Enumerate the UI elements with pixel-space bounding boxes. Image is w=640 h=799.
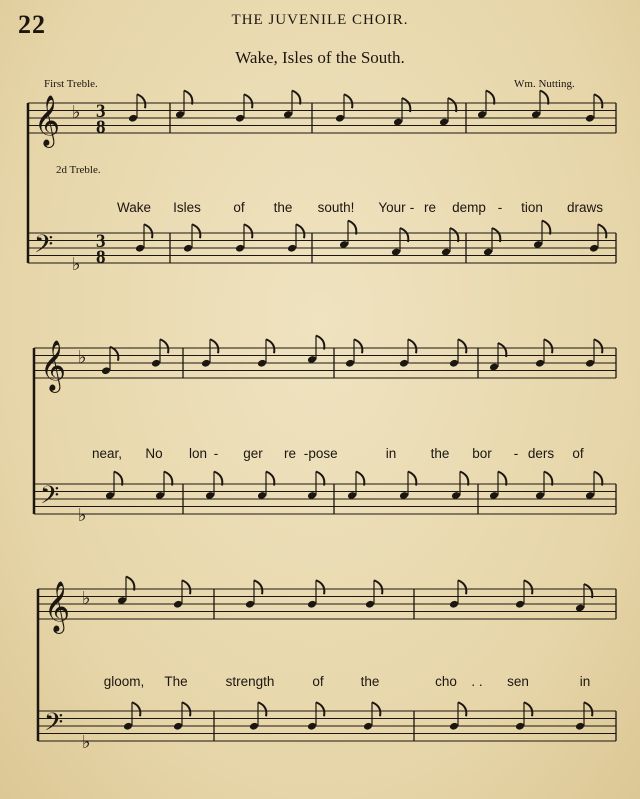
note-flag (408, 339, 416, 353)
key-signature-flat: ♭ (78, 505, 87, 526)
bass-clef-icon: 𝄢 (34, 230, 54, 265)
note-flag (182, 702, 190, 716)
note-flag (316, 472, 324, 486)
note-flag (458, 580, 466, 594)
lyric-syllable: bor (472, 446, 492, 461)
lyric-syllable: Your (378, 200, 406, 215)
treble-clef-icon: 𝄞 (44, 581, 71, 632)
lyric-syllable: of (572, 446, 584, 461)
note-flag (544, 472, 552, 486)
note-flag (498, 343, 506, 357)
key-signature-flat: ♭ (72, 254, 81, 275)
lyric-syllable: of (312, 674, 324, 689)
note-flag (486, 91, 494, 105)
note-flag (372, 702, 380, 716)
note-flag (492, 228, 500, 242)
lyric-syllable: ders (527, 446, 555, 461)
note-flag (316, 702, 324, 716)
lyric-syllable: near, (91, 446, 123, 461)
lyric-syllable: draws (566, 200, 604, 215)
note-flag (354, 339, 362, 353)
lyric-syllable: Isles (173, 200, 201, 215)
note-flag (594, 339, 602, 353)
lyric-syllable: . . (471, 674, 483, 689)
lyric-syllable: - (497, 200, 503, 215)
bass-clef-icon: 𝄢 (40, 481, 60, 516)
time-signature-bottom: 8 (96, 117, 106, 138)
time-signature-bottom: 8 (96, 247, 106, 268)
note-flag (184, 91, 192, 105)
note-flag (144, 224, 152, 238)
lyric-syllable: ger (243, 446, 263, 461)
note-flag (244, 224, 252, 238)
note-flag (498, 472, 506, 486)
lyric-syllable: south! (317, 200, 355, 215)
note-flag (356, 472, 364, 486)
lyric-syllable: No (145, 446, 163, 461)
lyric-syllable: in (579, 674, 591, 689)
note-flag (266, 472, 274, 486)
note-flag (244, 94, 252, 108)
note-flag (110, 347, 118, 361)
lyric-syllable: strength (225, 674, 275, 689)
note-flag (254, 580, 262, 594)
lyric-syllable: of (233, 200, 245, 215)
note-flag (524, 580, 532, 594)
lyric-syllable: in (385, 446, 397, 461)
note-flag (132, 702, 140, 716)
bass-clef-icon: 𝄢 (44, 708, 64, 743)
note-flag (344, 94, 352, 108)
lyric-syllable: re (423, 200, 437, 215)
lyric-syllable: sen (507, 674, 529, 689)
lyric-syllable: Wake (116, 200, 152, 215)
lyric-syllable: - (213, 446, 219, 461)
note-flag (524, 702, 532, 716)
note-flag (402, 98, 410, 112)
note-flag (542, 221, 550, 235)
time-signature-top: 3 (96, 231, 106, 252)
note-flag (316, 336, 324, 350)
treble-clef-icon: 𝄞 (34, 95, 61, 146)
page-number: 22 (18, 10, 46, 39)
note-flag (584, 702, 592, 716)
note-flag (126, 577, 134, 591)
note-flag (448, 98, 456, 112)
key-signature-flat: ♭ (82, 732, 91, 753)
song-title: Wake, Isles of the South. (235, 48, 405, 67)
lyric-syllable: the (430, 446, 450, 461)
lyric-syllable: gloom, (103, 674, 145, 689)
time-signature-top: 3 (96, 101, 106, 122)
key-signature-flat: ♭ (78, 347, 87, 368)
note-flag (594, 94, 602, 108)
key-signature-flat: ♭ (72, 102, 81, 123)
note-flag (540, 91, 548, 105)
note-flag (598, 224, 606, 238)
note-flag (258, 702, 266, 716)
lyric-syllable: pose (308, 446, 338, 461)
note-flag (214, 472, 222, 486)
note-flag (458, 339, 466, 353)
note-flag (348, 221, 356, 235)
note-flag (114, 472, 122, 486)
lyric-syllable: tion (521, 200, 543, 215)
lyric-syllable: - (409, 200, 415, 215)
lyric-syllable: lon (188, 446, 208, 461)
note-flag (192, 224, 200, 238)
note-flag (374, 580, 382, 594)
note-flag (400, 228, 408, 242)
lyric-syllable: re (283, 446, 297, 461)
composer-credit: Wm. Nutting. (514, 78, 575, 90)
note-flag (316, 580, 324, 594)
lyric-syllable: demp (452, 200, 486, 215)
lyric-syllable: - (303, 446, 309, 461)
note-flag (210, 339, 218, 353)
note-flag (544, 339, 552, 353)
note-flag (266, 339, 274, 353)
part-label-first-treble: First Treble. (44, 78, 98, 90)
part-label-second-treble: 2d Treble. (56, 164, 101, 176)
lyric-syllable: the (360, 674, 380, 689)
lyric-syllable: cho (435, 674, 457, 689)
note-flag (292, 91, 300, 105)
note-flag (584, 584, 592, 598)
note-flag (458, 702, 466, 716)
note-flag (182, 580, 190, 594)
treble-clef-icon: 𝄞 (40, 340, 67, 391)
key-signature-flat: ♭ (82, 588, 91, 609)
note-flag (408, 472, 416, 486)
lyric-syllable: - (513, 446, 519, 461)
note-flag (160, 339, 168, 353)
note-flag (137, 94, 145, 108)
lyric-syllable: the (273, 200, 293, 215)
note-flag (460, 472, 468, 486)
running-head: THE JUVENILE CHOIR. (231, 12, 409, 28)
lyric-syllable: The (164, 674, 188, 689)
note-flag (296, 224, 304, 238)
note-flag (594, 472, 602, 486)
note-flag (450, 228, 458, 242)
note-flag (164, 472, 172, 486)
